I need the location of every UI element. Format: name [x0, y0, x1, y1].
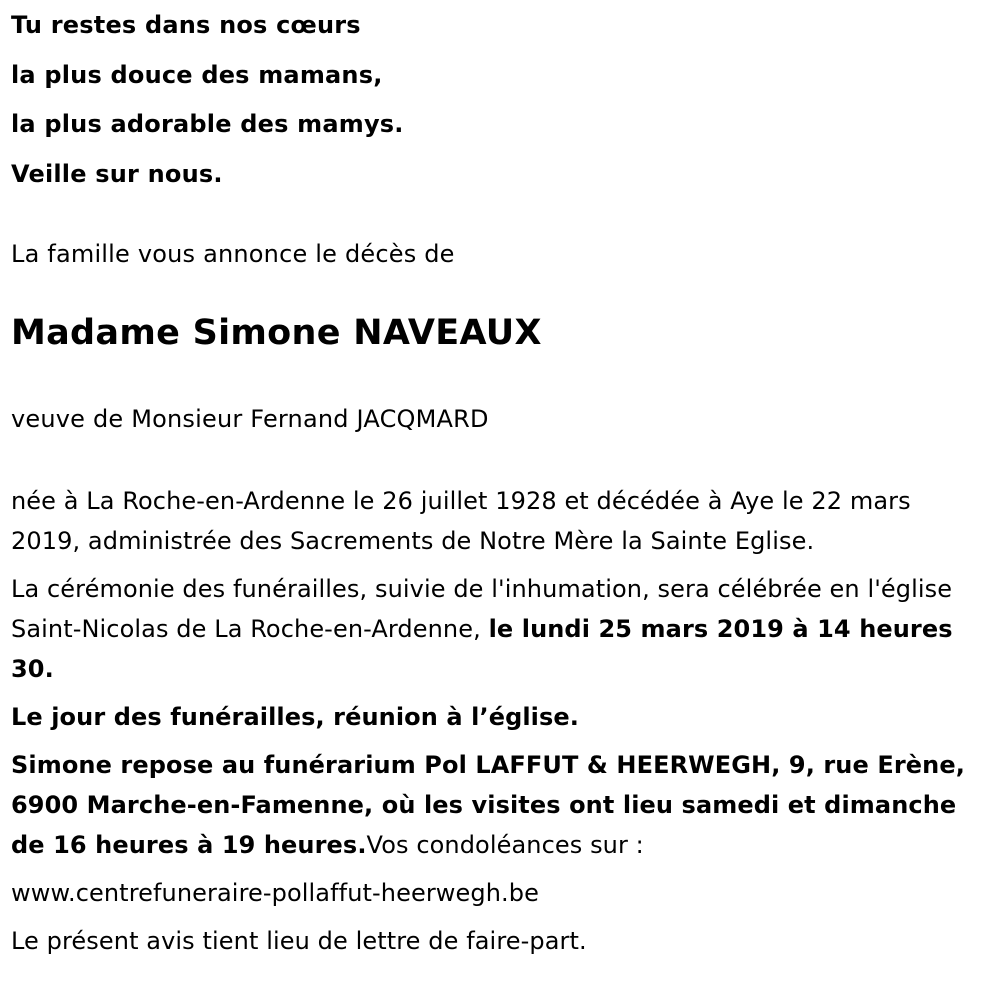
- visitation-paragraph: [11, 745, 986, 865]
- announcement: La famille vous annonce le décès de: [11, 240, 455, 268]
- poem-line-3: la plus adorable des mamys.: [11, 110, 404, 138]
- condolences-text: Vos condoléances sur :: [366, 831, 644, 859]
- ceremony-text: La cérémonie des funérailles, suivie de l'inhumation, sera célébrée en l'église Saint-Nicolas de La Roche-en-Ardenne,: [11, 575, 953, 643]
- funeral-home-website: www.centrefuneraire-pollaffut-heerwegh.be: [11, 879, 539, 907]
- ceremony-datetime: le lundi 25 mars 2019 à 14 heures 30.: [11, 615, 953, 683]
- poem-line-4: Veille sur nous.: [11, 159, 223, 188]
- poem-line-1: Tu restes dans nos cœurs: [11, 11, 361, 39]
- obituary-notice: [11, 0, 986, 961]
- poem: [11, 1, 986, 199]
- gathering-note: Le jour des funérailles, réunion à l’église.: [11, 703, 579, 731]
- visitation-text: Simone repose au funérarium Pol LAFFUT & HEERWEGH, 9, rue Erène, 6900 Marche-en-Famenne, où les visites ont lieu samedi et dimanche de 16 heures à 19 heures.: [11, 751, 965, 859]
- poem-line-2: la plus douce des mamans,: [11, 60, 383, 89]
- widow-of: veuve de Monsieur Fernand JACQMARD: [11, 405, 489, 433]
- deceased-name: Madame Simone NAVEAUX: [11, 313, 542, 353]
- birth-death-paragraph: née à La Roche-en-Ardenne le 26 juillet 1928 et décédée à Aye le 22 mars 2019, administrée des Sacrements de Notre Mère la Sainte Eglise.: [11, 487, 911, 555]
- notice-text: Le présent avis tient lieu de lettre de faire-part.: [11, 927, 587, 955]
- ceremony-paragraph: [11, 569, 986, 689]
